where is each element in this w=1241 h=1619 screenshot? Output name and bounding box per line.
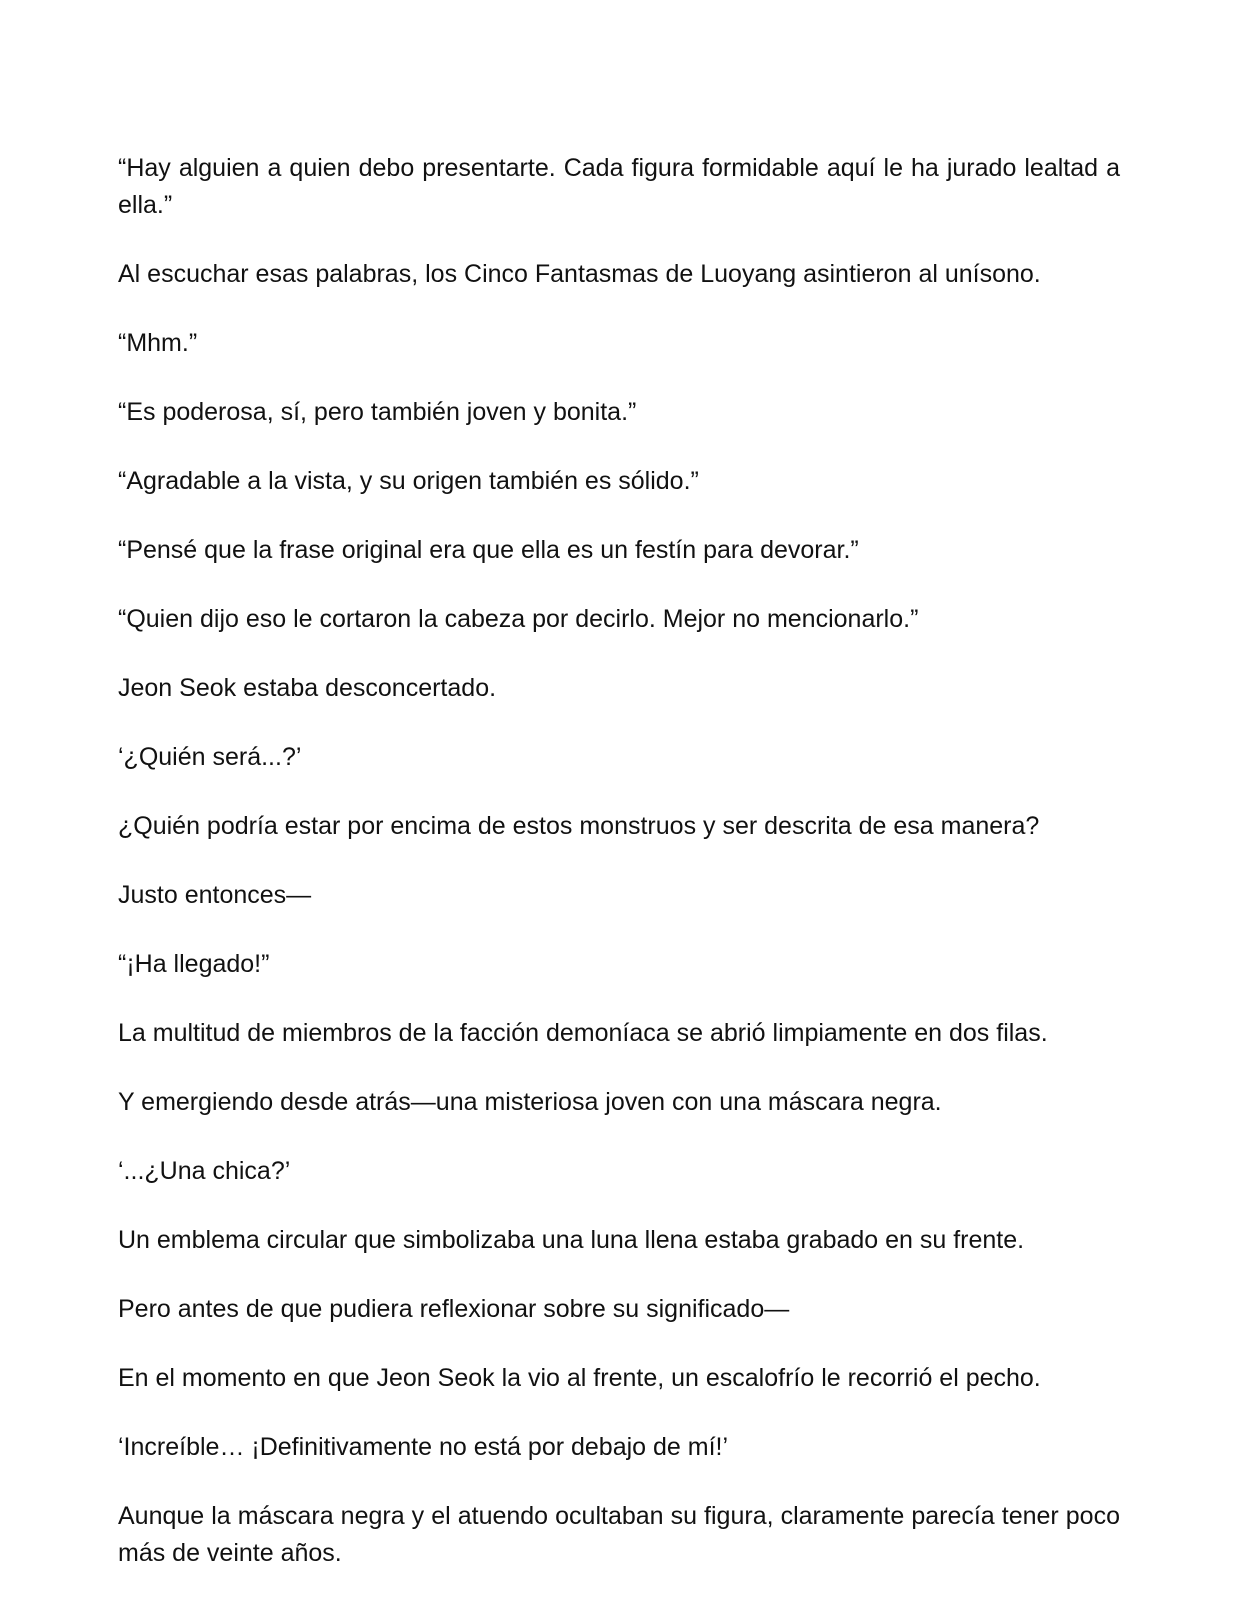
paragraph: La multitud de miembros de la facción demoníaca se abrió limpiamente en dos filas. bbox=[118, 1019, 1048, 1047]
paragraph: ‘Increíble… ¡Definitivamente no está por debajo de mí!’ bbox=[118, 1433, 729, 1461]
paragraph: Jeon Seok estaba desconcertado. bbox=[118, 674, 497, 702]
paragraph: “Hay alguien a quien debo presentarte. Cada figura formidable aquí le ha jurado lealtad a ella.” bbox=[118, 154, 1120, 219]
paragraph: Pero antes de que pudiera reflexionar sobre su significado— bbox=[118, 1295, 790, 1323]
paragraph: Aunque la máscara negra y el atuendo ocultaban su figura, claramente parecía tener poco más de veinte años. bbox=[118, 1502, 1120, 1567]
paragraph: “Es poderosa, sí, pero también joven y bonita.” bbox=[118, 398, 637, 426]
paragraph: “Agradable a la vista, y su origen también es sólido.” bbox=[118, 467, 699, 495]
paragraph: ‘¿Quién será...?’ bbox=[118, 743, 302, 771]
document-body bbox=[118, 150, 1120, 1604]
paragraph: “¡Ha llegado!” bbox=[118, 950, 270, 978]
paragraph: Al escuchar esas palabras, los Cinco Fantasmas de Luoyang asintieron al unísono. bbox=[118, 260, 1041, 288]
paragraph: Justo entonces— bbox=[118, 881, 312, 909]
paragraph: En el momento en que Jeon Seok la vio al frente, un escalofrío le recorrió el pecho. bbox=[118, 1364, 1041, 1392]
paragraph: Y emergiendo desde atrás—una misteriosa joven con una máscara negra. bbox=[118, 1088, 942, 1116]
paragraph: Un emblema circular que simbolizaba una luna llena estaba grabado en su frente. bbox=[118, 1226, 1025, 1254]
paragraph: “Quien dijo eso le cortaron la cabeza por decirlo. Mejor no mencionarlo.” bbox=[118, 605, 919, 633]
paragraph: “Mhm.” bbox=[118, 329, 198, 357]
paragraph: “Pensé que la frase original era que ella es un festín para devorar.” bbox=[118, 536, 859, 564]
paragraph: ‘...¿Una chica?’ bbox=[118, 1157, 291, 1185]
paragraph: ¿Quién podría estar por encima de estos monstruos y ser descrita de esa manera? bbox=[118, 812, 1040, 840]
